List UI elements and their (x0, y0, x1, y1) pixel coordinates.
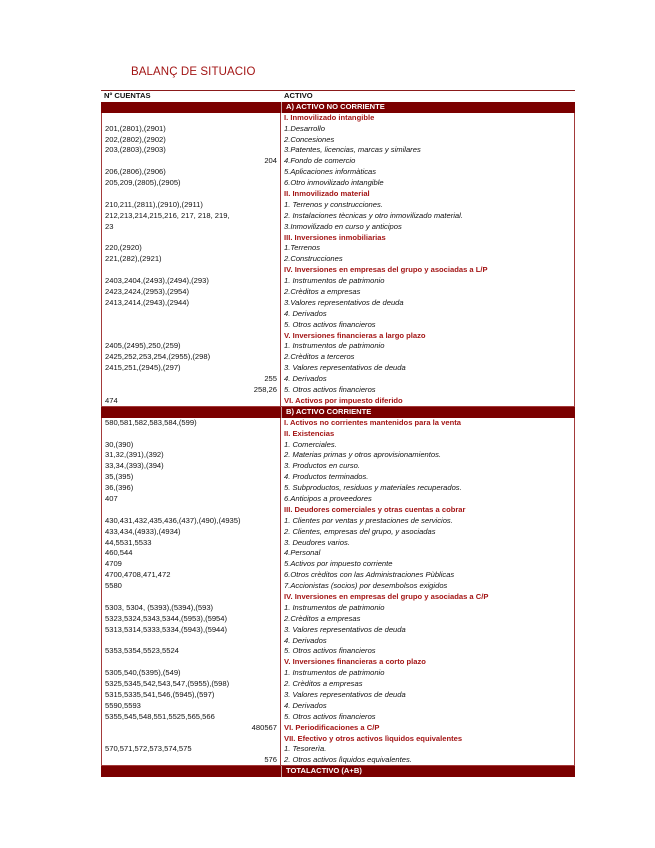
account-codes: 35,(395) (101, 472, 281, 483)
asset-label: 3. Productos en curso. (281, 461, 575, 472)
subsection-row (101, 331, 575, 342)
total-row (101, 766, 575, 777)
table-row (101, 679, 575, 690)
table-row (101, 222, 575, 233)
subsection-row (101, 734, 575, 745)
account-codes: 5325,5345,542,543,547,(5955),(598) (101, 679, 281, 690)
subsection-row (101, 113, 575, 124)
page-title: BALANÇ DE SITUACIO (131, 66, 256, 78)
asset-label: III. Deudores comerciales y otras cuentas a cobrar (281, 505, 575, 516)
table-row (101, 320, 575, 331)
asset-label: 1. Instrumentos de patrimonio (281, 668, 575, 679)
asset-label: I. Inmovilizado intangible (281, 113, 575, 124)
table-header (101, 90, 575, 102)
account-codes: 576 (101, 755, 281, 766)
asset-label: 2.Concesiones (281, 135, 575, 146)
table-row (101, 178, 575, 189)
asset-label: 4. Derivados (281, 374, 575, 385)
section-band (101, 407, 575, 418)
account-codes: 2423,2424,(2953),(2954) (101, 287, 281, 298)
asset-label: 2. Materias primas y otros aprovisionamientos. (281, 450, 575, 461)
account-codes: 212,213,214,215,216, 217, 218, 219, (101, 211, 281, 222)
account-codes (101, 429, 281, 440)
table-row (101, 559, 575, 570)
table-row (101, 276, 575, 287)
asset-label: IV. Inversiones en empresas del grupo y asociadas a C/P (281, 592, 575, 603)
account-codes (101, 734, 281, 745)
account-codes: 480567 (101, 723, 281, 734)
asset-label: 5.Activos por impuesto corriente (281, 559, 575, 570)
account-codes: 204 (101, 156, 281, 167)
table-row (101, 494, 575, 505)
account-codes: 205,209,(2805),(2905) (101, 178, 281, 189)
account-codes: 430,431,432,435,436,(437),(490),(4935) (101, 516, 281, 527)
asset-label: 3.Valores representativos de deuda (281, 298, 575, 309)
account-codes: 2413,2414,(2943),(2944) (101, 298, 281, 309)
band-label: TOTALACTIVO (A+B) (281, 766, 575, 777)
asset-label: 1. Comerciales. (281, 440, 575, 451)
account-codes: 23 (101, 222, 281, 233)
asset-label: 3.Inmovilizado en curso y anticipos (281, 222, 575, 233)
asset-label: 1. Instrumentos de patrimonio (281, 341, 575, 352)
table-row (101, 614, 575, 625)
asset-label: 5. Otros activos financieros (281, 385, 575, 396)
account-codes: 4709 (101, 559, 281, 570)
balance-sheet-table (101, 90, 575, 777)
account-codes (101, 309, 281, 320)
asset-label: 1.Terrenos (281, 243, 575, 254)
account-codes: 258,26 (101, 385, 281, 396)
account-codes (101, 636, 281, 647)
asset-label: 5. Otros activos financieros (281, 646, 575, 657)
asset-label: 1. Instrumentos de patrimonio (281, 603, 575, 614)
account-codes (101, 766, 281, 777)
asset-label: 2.Crèditos a empresas (281, 614, 575, 625)
asset-label: VI. Activos por impuesto diferido (281, 396, 575, 407)
account-codes: 5315,5335,541,546,(5945),(597) (101, 690, 281, 701)
subsection-row (101, 723, 575, 734)
table-row (101, 701, 575, 712)
account-codes: 433,434,(4933),(4934) (101, 527, 281, 538)
asset-label: 3.Patentes, licencias, marcas y similares (281, 145, 575, 156)
subsection-row (101, 657, 575, 668)
account-codes: 33,34,(393),(394) (101, 461, 281, 472)
asset-label: 1. Clientes por ventas y prestaciones de servicios. (281, 516, 575, 527)
account-codes: 2403,2404,(2493),(2494),(293) (101, 276, 281, 287)
account-codes: 201,(2801),(2901) (101, 124, 281, 135)
header-accounts: Nº CUENTAS (104, 91, 151, 100)
asset-label: 5. Otros activos financieros (281, 320, 575, 331)
account-codes: 5355,545,548,551,5525,565,566 (101, 712, 281, 723)
subsection-row (101, 429, 575, 440)
table-row (101, 211, 575, 222)
account-codes (101, 407, 281, 418)
subsection-row (101, 592, 575, 603)
asset-label: 4.Fondo de comercio (281, 156, 575, 167)
table-row (101, 254, 575, 265)
account-codes: 221,(282),(2921) (101, 254, 281, 265)
asset-label: 5.Aplicaciones informàticas (281, 167, 575, 178)
account-codes: 31,32,(391),(392) (101, 450, 281, 461)
band-label: B) ACTIVO CORRIENTE (281, 407, 575, 418)
subsection-row (101, 189, 575, 200)
subsection-row (101, 418, 575, 429)
table-row (101, 755, 575, 766)
asset-label: 2. Instalaciones tècnicas y otro inmovilizado material. (281, 211, 575, 222)
account-codes: 5580 (101, 581, 281, 592)
asset-label: 2. Crèditos a empresas (281, 679, 575, 690)
table-row (101, 135, 575, 146)
asset-label: 3. Valores representativos de deuda (281, 363, 575, 374)
asset-label: 3. Valores representativos de deuda (281, 690, 575, 701)
band-label: A) ACTIVO NO CORRIENTE (281, 102, 575, 113)
asset-label: 6.Otro inmovilizado intangible (281, 178, 575, 189)
account-codes: 210,211,(2811),(2910),(2911) (101, 200, 281, 211)
table-row (101, 712, 575, 723)
account-codes: 220,(2920) (101, 243, 281, 254)
account-codes: 4700,4708,471,472 (101, 570, 281, 581)
asset-label: I. Activos no corrientes mantenidos para la venta (281, 418, 575, 429)
account-codes: 580,581,582,583,584,(599) (101, 418, 281, 429)
asset-label: VI. Periodificaciones a C/P (281, 723, 575, 734)
table-row (101, 690, 575, 701)
table-row (101, 298, 575, 309)
table-row (101, 625, 575, 636)
account-codes: 570,571,572,573,574,575 (101, 744, 281, 755)
header-asset: ACTIVO (284, 91, 313, 100)
account-codes: 5303, 5304, (5393),(5394),(593) (101, 603, 281, 614)
table-row (101, 570, 575, 581)
table-row (101, 646, 575, 657)
table-row (101, 636, 575, 647)
account-codes: 203,(2803),(2903) (101, 145, 281, 156)
account-codes: 407 (101, 494, 281, 505)
subsection-row (101, 396, 575, 407)
asset-label: 5. Subproductos, residuos y materiales recuperados. (281, 483, 575, 494)
asset-label: 6.Otros crèditos con las Administraciones Pùblicas (281, 570, 575, 581)
account-codes (101, 320, 281, 331)
table-row (101, 668, 575, 679)
asset-label: 3. Valores representativos de deuda (281, 625, 575, 636)
account-codes: 36,(396) (101, 483, 281, 494)
subsection-row (101, 505, 575, 516)
account-codes (101, 233, 281, 244)
asset-label: 4. Derivados (281, 701, 575, 712)
account-codes: 44,5531,5533 (101, 538, 281, 549)
account-codes (101, 102, 281, 113)
account-codes: 5353,5354,5523,5524 (101, 646, 281, 657)
account-codes (101, 113, 281, 124)
account-codes: 30,(390) (101, 440, 281, 451)
account-codes: 474 (101, 396, 281, 407)
section-band (101, 102, 575, 113)
table-row (101, 385, 575, 396)
table-row (101, 374, 575, 385)
account-codes: 202,(2802),(2902) (101, 135, 281, 146)
account-codes (101, 265, 281, 276)
table-row (101, 744, 575, 755)
table-row (101, 352, 575, 363)
account-codes: 2415,251,(2945),(297) (101, 363, 281, 374)
account-codes: 460,544 (101, 548, 281, 559)
asset-label: 1. Tesorerìa. (281, 744, 575, 755)
asset-label: 3. Deudores varios. (281, 538, 575, 549)
account-codes: 2405,(2495),250,(259) (101, 341, 281, 352)
asset-label: 1. Terrenos y construcciones. (281, 200, 575, 211)
account-codes: 5305,540,(5395),(549) (101, 668, 281, 679)
table-row (101, 581, 575, 592)
asset-label: 4. Productos terminados. (281, 472, 575, 483)
asset-label: 2. Clientes, empresas del grupo, y asociadas (281, 527, 575, 538)
account-codes: 5323,5324,5343,5344,(5953),(5954) (101, 614, 281, 625)
asset-label: III. Inversiones inmobiliarias (281, 233, 575, 244)
table-row (101, 124, 575, 135)
asset-label: 4. Derivados (281, 309, 575, 320)
account-codes (101, 592, 281, 603)
table-row (101, 341, 575, 352)
table-row (101, 461, 575, 472)
table-row (101, 156, 575, 167)
table-row (101, 527, 575, 538)
table-row (101, 472, 575, 483)
table-row (101, 287, 575, 298)
account-codes (101, 505, 281, 516)
asset-label: 4.Personal (281, 548, 575, 559)
asset-label: 2. Otros activos lìquidos equivalentes. (281, 755, 575, 766)
asset-label: 4. Derivados (281, 636, 575, 647)
asset-label: 2.Crèditos a empresas (281, 287, 575, 298)
asset-label: IV. Inversiones en empresas del grupo y asociadas a L/P (281, 265, 575, 276)
table-body (101, 102, 575, 777)
asset-label: 2.Crèditos a terceros (281, 352, 575, 363)
table-row (101, 483, 575, 494)
asset-label: II. Inmovilizado material (281, 189, 575, 200)
table-row (101, 309, 575, 320)
account-codes (101, 331, 281, 342)
asset-label: V. Inversiones financieras a corto plazo (281, 657, 575, 668)
account-codes (101, 657, 281, 668)
table-row (101, 603, 575, 614)
asset-label: 6.Anticipos a proveedores (281, 494, 575, 505)
table-row (101, 363, 575, 374)
asset-label: V. Inversiones financieras a largo plazo (281, 331, 575, 342)
table-row (101, 548, 575, 559)
asset-label: 2.Construcciones (281, 254, 575, 265)
table-row (101, 450, 575, 461)
asset-label: II. Existencias (281, 429, 575, 440)
account-codes (101, 189, 281, 200)
account-codes: 2425,252,253,254,(2955),(298) (101, 352, 281, 363)
table-row (101, 516, 575, 527)
asset-label: 5. Otros activos financieros (281, 712, 575, 723)
account-codes: 255 (101, 374, 281, 385)
table-row (101, 243, 575, 254)
account-codes: 5313,5314,5333,5334,(5943),(5944) (101, 625, 281, 636)
asset-label: 7.Accionistas (socios) por desembolsos exigidos (281, 581, 575, 592)
subsection-row (101, 233, 575, 244)
table-row (101, 538, 575, 549)
table-row (101, 440, 575, 451)
subsection-row (101, 265, 575, 276)
table-row (101, 145, 575, 156)
account-codes: 5590,5593 (101, 701, 281, 712)
asset-label: VII. Efectivo y otros activos lìquidos equivalentes (281, 734, 575, 745)
table-row (101, 167, 575, 178)
account-codes: 206,(2806),(2906) (101, 167, 281, 178)
asset-label: 1.Desarrollo (281, 124, 575, 135)
asset-label: 1. Instrumentos de patrimonio (281, 276, 575, 287)
table-row (101, 200, 575, 211)
